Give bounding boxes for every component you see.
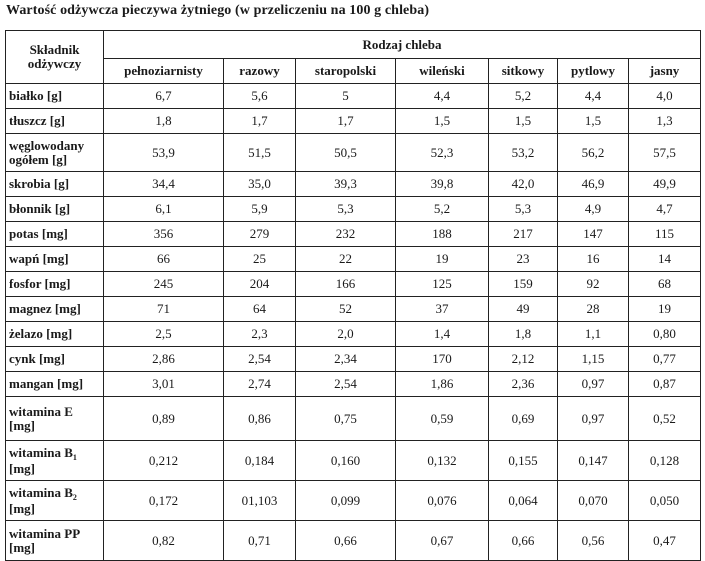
row-label: białko [g] bbox=[6, 84, 104, 109]
table-cell: 39,3 bbox=[296, 172, 396, 197]
row-label: witamina E [mg] bbox=[6, 397, 104, 441]
table-cell: 0,75 bbox=[296, 397, 396, 441]
table-row bbox=[6, 172, 701, 197]
row-label-text: witamina B bbox=[9, 444, 73, 460]
table-cell: 0,155 bbox=[489, 441, 558, 481]
table-cell: 1,5 bbox=[396, 109, 489, 134]
table-cell: 166 bbox=[296, 272, 396, 297]
table-row bbox=[6, 347, 701, 372]
column-header: pełnoziarnisty bbox=[104, 59, 224, 84]
table-row bbox=[6, 109, 701, 134]
row-label: potas [mg] bbox=[6, 222, 104, 247]
table-cell: 57,5 bbox=[629, 134, 701, 172]
table-cell: 4,4 bbox=[396, 84, 489, 109]
table-row bbox=[6, 222, 701, 247]
table-cell: 51,5 bbox=[224, 134, 296, 172]
table-cell: 14 bbox=[629, 247, 701, 272]
row-label: witamina PP [mg] bbox=[6, 521, 104, 561]
row-label-unit: [mg] bbox=[9, 460, 35, 476]
table-cell: 0,076 bbox=[396, 481, 489, 521]
table-cell: 6,7 bbox=[104, 84, 224, 109]
table-cell: 0,77 bbox=[629, 347, 701, 372]
table-cell: 66 bbox=[104, 247, 224, 272]
table-cell: 1,5 bbox=[489, 109, 558, 134]
table-cell: 68 bbox=[629, 272, 701, 297]
table-cell: 245 bbox=[104, 272, 224, 297]
table-cell: 2,36 bbox=[489, 372, 558, 397]
row-label: żelazo [mg] bbox=[6, 322, 104, 347]
table-cell: 0,66 bbox=[296, 521, 396, 561]
table-cell: 0,56 bbox=[558, 521, 629, 561]
table-cell: 5,2 bbox=[489, 84, 558, 109]
table-cell: 2,54 bbox=[296, 372, 396, 397]
table-cell: 0,212 bbox=[104, 441, 224, 481]
table-cell: 22 bbox=[296, 247, 396, 272]
column-header: razowy bbox=[224, 59, 296, 84]
table-cell: 0,67 bbox=[396, 521, 489, 561]
table-cell: 0,132 bbox=[396, 441, 489, 481]
table-row bbox=[6, 481, 701, 521]
table-cell: 159 bbox=[489, 272, 558, 297]
table-cell: 0,172 bbox=[104, 481, 224, 521]
table-cell: 6,1 bbox=[104, 197, 224, 222]
row-label: fosfor [mg] bbox=[6, 272, 104, 297]
table-cell: 5,9 bbox=[224, 197, 296, 222]
table-cell: 0,82 bbox=[104, 521, 224, 561]
table-cell: 19 bbox=[629, 297, 701, 322]
table-cell: 0,97 bbox=[558, 397, 629, 441]
table-cell: 217 bbox=[489, 222, 558, 247]
table-cell: 1,1 bbox=[558, 322, 629, 347]
table-cell: 279 bbox=[224, 222, 296, 247]
table-cell: 0,66 bbox=[489, 521, 558, 561]
row-label: węglowodany ogółem [g] bbox=[6, 134, 104, 172]
table-cell: 28 bbox=[558, 297, 629, 322]
table-cell: 0,184 bbox=[224, 441, 296, 481]
table-cell: 1,86 bbox=[396, 372, 489, 397]
table-title: Wartość odżywcza pieczywa żytniego (w przeliczeniu na 100 g chleba) bbox=[6, 3, 430, 18]
table-cell: 37 bbox=[396, 297, 489, 322]
table-cell: 3,01 bbox=[104, 372, 224, 397]
table-cell: 356 bbox=[104, 222, 224, 247]
table-cell: 0,070 bbox=[558, 481, 629, 521]
row-label-subscript: 2 bbox=[72, 492, 77, 502]
table-cell: 1,15 bbox=[558, 347, 629, 372]
table-cell: 2,54 bbox=[224, 347, 296, 372]
table-cell: 5,6 bbox=[224, 84, 296, 109]
table-cell: 188 bbox=[396, 222, 489, 247]
table-row bbox=[6, 197, 701, 222]
nutrition-table bbox=[5, 30, 701, 561]
table-cell: 64 bbox=[224, 297, 296, 322]
table-cell: 16 bbox=[558, 247, 629, 272]
row-label bbox=[6, 481, 104, 521]
table-row bbox=[6, 134, 701, 172]
table-cell: 2,5 bbox=[104, 322, 224, 347]
table-cell: 232 bbox=[296, 222, 396, 247]
table-cell: 2,34 bbox=[296, 347, 396, 372]
row-label: wapń [mg] bbox=[6, 247, 104, 272]
row-label bbox=[6, 441, 104, 481]
table-cell: 0,47 bbox=[629, 521, 701, 561]
table-row bbox=[6, 372, 701, 397]
table-row bbox=[6, 441, 701, 481]
table-cell: 1,8 bbox=[104, 109, 224, 134]
table-row bbox=[6, 397, 701, 441]
column-group-header: Rodzaj chleba bbox=[104, 31, 701, 59]
row-label: mangan [mg] bbox=[6, 372, 104, 397]
table-cell: 5,3 bbox=[489, 197, 558, 222]
table-cell: 2,0 bbox=[296, 322, 396, 347]
column-header: jasny bbox=[629, 59, 701, 84]
table-cell: 53,2 bbox=[489, 134, 558, 172]
row-label: magnez [mg] bbox=[6, 297, 104, 322]
table-cell: 1,3 bbox=[629, 109, 701, 134]
table-cell: 0,80 bbox=[629, 322, 701, 347]
column-header-ingredient: Składnik odżywczy bbox=[6, 31, 104, 84]
row-label: tłuszcz [g] bbox=[6, 109, 104, 134]
table-cell: 5 bbox=[296, 84, 396, 109]
table-cell: 4,7 bbox=[629, 197, 701, 222]
table-cell: 0,050 bbox=[629, 481, 701, 521]
table-cell: 1,8 bbox=[489, 322, 558, 347]
table-cell: 0,064 bbox=[489, 481, 558, 521]
table-cell: 0,86 bbox=[224, 397, 296, 441]
table-cell: 19 bbox=[396, 247, 489, 272]
table-row bbox=[6, 322, 701, 347]
table-cell: 2,12 bbox=[489, 347, 558, 372]
row-label: cynk [mg] bbox=[6, 347, 104, 372]
table-cell: 46,9 bbox=[558, 172, 629, 197]
column-header: pytlowy bbox=[558, 59, 629, 84]
table-cell: 35,0 bbox=[224, 172, 296, 197]
table-cell: 0,87 bbox=[629, 372, 701, 397]
table-cell: 56,2 bbox=[558, 134, 629, 172]
table-cell: 52,3 bbox=[396, 134, 489, 172]
table-cell: 52 bbox=[296, 297, 396, 322]
table-cell: 53,9 bbox=[104, 134, 224, 172]
table-cell: 23 bbox=[489, 247, 558, 272]
row-label-text: witamina B bbox=[9, 484, 73, 500]
table-cell: 0,59 bbox=[396, 397, 489, 441]
table-cell: 5,2 bbox=[396, 197, 489, 222]
table-cell: 4,4 bbox=[558, 84, 629, 109]
table-cell: 0,69 bbox=[489, 397, 558, 441]
column-header: wileński bbox=[396, 59, 489, 84]
table-cell: 204 bbox=[224, 272, 296, 297]
table-cell: 1,7 bbox=[224, 109, 296, 134]
table-cell: 4,0 bbox=[629, 84, 701, 109]
table-cell: 25 bbox=[224, 247, 296, 272]
table-cell: 0,128 bbox=[629, 441, 701, 481]
table-cell: 1,4 bbox=[396, 322, 489, 347]
table-row bbox=[6, 521, 701, 561]
table-cell: 0,099 bbox=[296, 481, 396, 521]
table-row bbox=[6, 84, 701, 109]
table-cell: 147 bbox=[558, 222, 629, 247]
table-cell: 115 bbox=[629, 222, 701, 247]
table-cell: 0,71 bbox=[224, 521, 296, 561]
table-cell: 1,7 bbox=[296, 109, 396, 134]
table-cell: 49 bbox=[489, 297, 558, 322]
table-cell: 71 bbox=[104, 297, 224, 322]
table-cell: 0,147 bbox=[558, 441, 629, 481]
row-label-unit: [mg] bbox=[9, 500, 35, 516]
table-cell: 34,4 bbox=[104, 172, 224, 197]
table-cell: 5,3 bbox=[296, 197, 396, 222]
column-header: staropolski bbox=[296, 59, 396, 84]
column-header-row bbox=[6, 59, 701, 84]
table-cell: 0,97 bbox=[558, 372, 629, 397]
table-cell: 42,0 bbox=[489, 172, 558, 197]
row-label: błonnik [g] bbox=[6, 197, 104, 222]
table-cell: 125 bbox=[396, 272, 489, 297]
table-cell: 50,5 bbox=[296, 134, 396, 172]
table-cell: 170 bbox=[396, 347, 489, 372]
column-header: sitkowy bbox=[489, 59, 558, 84]
table-cell: 2,86 bbox=[104, 347, 224, 372]
table-cell: 0,89 bbox=[104, 397, 224, 441]
table-cell: 0,52 bbox=[629, 397, 701, 441]
table-row bbox=[6, 297, 701, 322]
table-cell: 2,74 bbox=[224, 372, 296, 397]
table-cell: 2,3 bbox=[224, 322, 296, 347]
table-cell: 4,9 bbox=[558, 197, 629, 222]
table-row bbox=[6, 272, 701, 297]
table-cell: 92 bbox=[558, 272, 629, 297]
row-label-subscript: 1 bbox=[72, 452, 77, 462]
table-cell: 49,9 bbox=[629, 172, 701, 197]
table-row bbox=[6, 247, 701, 272]
table-cell: 39,8 bbox=[396, 172, 489, 197]
table-cell: 0,160 bbox=[296, 441, 396, 481]
row-label: skrobia [g] bbox=[6, 172, 104, 197]
table-cell: 1,5 bbox=[558, 109, 629, 134]
table-cell: 01,103 bbox=[224, 481, 296, 521]
